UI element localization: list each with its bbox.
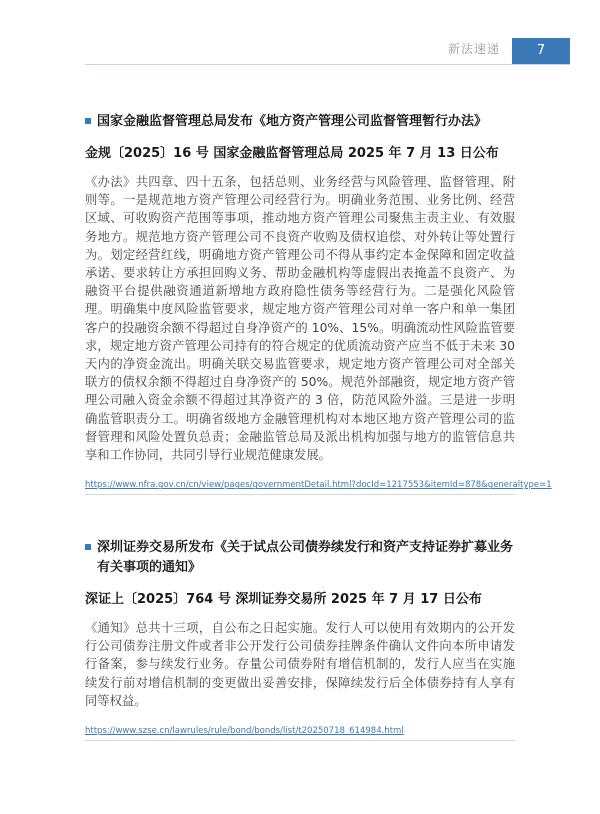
source-link[interactable]: https://www.nfra.gov.cn/cn/view/pages/governmentDetail.html?docId=1217553&itemId=878&generaltype=1 [85,480,552,491]
article-body: 《办法》共四章、四十五条，包括总则、业务经营与风险管理、监督管理、附则等。一是规范地方资产管理公司经营行为。明确业务范围、业务比例、经营区域、可收购资产范围等事项，推动地方资产管理公司聚焦主责主业、有效服务地方。规范地方资产管理公司不良资产收购及债权追偿、对外转让等处置行为。划定经营红线，明确地方资产管理公司不得从事约定本金保障和固定收益承诺、要求转让方承担回购义务、帮助金融机构等虚假出表掩盖不良资产、为融资平台提供融资通道新增地方政府隐性债务等经营行为。二是强化风险管理。明确集中度风险监管要求，规定地方资产管理公司对单一客户和单一集团客户的投融资余额不得超过自身净资产的 10%、15%。明确流动性风险监管要求，规定地方资产管理公司持有的符合规定的优质流动资产应当不低于未来 30 天内的净资金流出。明确关联交易监管要求，规定地方资产管理公司对全部关联方的债权余额不得超过自身净资产的 50%。规范外部融资，规定地方资产管理公司融入资金余额不得超过其净资产的 3 倍，防范风险外溢。三是进一步明确监管职责分工。明确省级地方金融管理机构对本地区地方资产管理公司的监督管理和风险处置负总责；金融监管总局及派出机构加强与地方的监管信息共享和工作协同，共同引导行业规范健康发展。 [85,175,515,463]
section-label: 新法速递 [447,42,500,56]
document-reference: 深证上〔2025〕764 号 深圳证券交易所 2025 年 7 月 17 日公布 [85,592,482,607]
article-title-text: 国家金融监督管理总局发布《地方资产管理公司监督管理暂行办法》 [97,114,488,129]
link-underline-divider [85,740,515,741]
article-title [85,538,515,578]
page-number: 7 [512,38,570,64]
header-divider [85,64,570,65]
link-underline-divider [85,494,515,495]
article-1 [85,112,552,495]
article-2 [85,538,515,741]
square-bullet-icon [85,544,91,550]
article-title [85,112,515,132]
document-reference: 金规〔2025〕16 号 国家金融监督管理总局 2025 年 7 月 13 日公布 [85,146,499,161]
article-body: 《通知》总共十三项，自公布之日起实施。发行人可以使用有效期内的公开发行公司债券注册文件或者非公开发行公司债券挂牌条件确认文件向本所申请发行备案，参与续发行业务。存量公司债券附有增信机制的，发行人应当在实施续发行前对增信机制的变更做出妥善安排，保障续发行后全体债券持有人享有同等权益。 [85,621,515,708]
article-title-text: 深圳证券交易所发布《关于试点公司债券续发行和资产支持证券扩募业务有关事项的通知》 [97,540,514,575]
square-bullet-icon [85,118,91,124]
source-link[interactable]: https://www.szse.cn/lawrules/rule/bond/bonds/list/t20250718_614984.html [85,726,404,737]
